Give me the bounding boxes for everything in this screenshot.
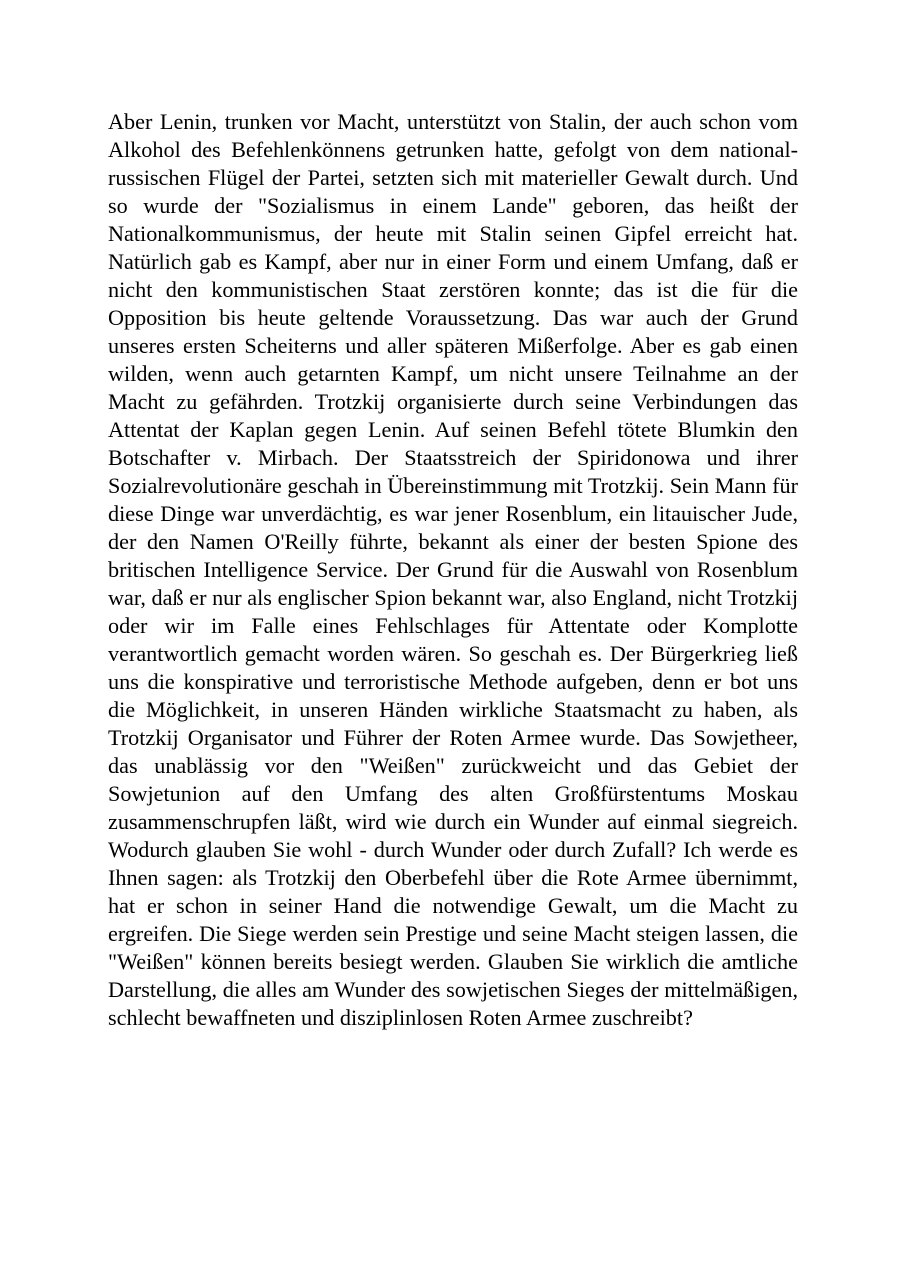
body-paragraph: Aber Lenin, trunken vor Macht, unterstützt von Stalin, der auch schon vom Alkohol des Befehlenkönnens getrunken hatte, gefolgt von dem national-russischen Flügel der Partei, setzten sich mit materieller Gewalt durch. Und so wurde der "Sozialismus in einem Lande" geboren, das heißt der Nationalkommunismus, der heute mit Stalin seinen Gipfel erreicht hat. Natürlich gab es Kampf, aber nur in einer Form und einem Umfang, daß er nicht den kommunistischen Staat zerstören konnte; das ist die für die Opposition bis heute geltende Voraussetzung. Das war auch der Grund unseres ersten Scheiterns und aller späteren Mißerfolge. Aber es gab einen wilden, wenn auch getarnten Kampf, um nicht unsere Teilnahme an der Macht zu gefährden. Trotzkij organisierte durch seine Verbindungen das Attentat der Kaplan gegen Lenin. Auf seinen Befehl tötete Blumkin den Botschafter v. Mirbach. Der Staatsstreich der Spiridonowa und ihrer Sozialrevolutionäre geschah in Übereinstimmung mit Trotzkij. Sein Mann für diese Dinge war unverdächtig, es war jener Rosenblum, ein litauischer Jude, der den Namen O'Reilly führte, bekannt als einer der besten Spione des britischen Intelligence Service. Der Grund für die Auswahl von Rosenblum war, daß er nur als englischer Spion bekannt war, also England, nicht Trotzkij oder wir im Falle eines Fehlschlages für Attentate oder Komplotte verantwortlich gemacht worden wären. So geschah es. Der Bürgerkrieg ließ uns die konspirative und terroristische Methode aufgeben, denn er bot uns die Möglichkeit, in unseren Händen wirkliche Staatsmacht zu haben, als Trotzkij Organisator und Führer der Roten Armee wurde. Das Sowjetheer, das unablässig vor den "Weißen" zurückweicht und das Gebiet der Sowjetunion auf den Umfang des alten Großfürstentums Moskau zusammenschrupfen läßt, wird wie durch ein Wunder auf einmal siegreich. Wodurch glauben Sie wohl - durch Wunder oder durch Zufall? Ich werde es Ihnen sagen: als Trotzkij den Oberbefehl über die Rote Armee übernimmt, hat er schon in seiner Hand die notwendige Gewalt, um die Macht zu ergreifen. Die Siege werden sein Prestige und seine Macht steigen lassen, die "Weißen" können bereits besiegt werden. Glauben Sie wirklich die amtliche Darstellung, die alles am Wunder des sowjetischen Sieges der mittelmäßigen, schlecht bewaffneten und disziplinlosen Roten Armee zuschreibt? xyxy=(108,109,798,1030)
